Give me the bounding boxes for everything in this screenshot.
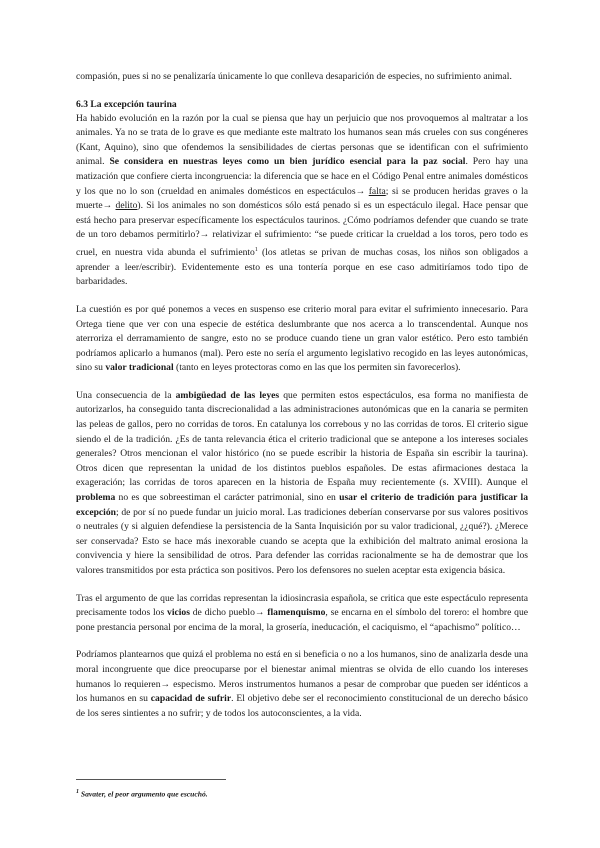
text: Podríamos plantearnos que quizá el problema no está en si beneficia o no a los humanos, sino de analizarla desde una moral incongruente que dice preocuparse por el bienestar animal mientras se olvida de ello cuando los intereses humanos lo requieren→ especismo. Meros instrumentos humanos a pesar de comprobar que pueden ser idénticos a los humanos en su <box>76 649 528 705</box>
footnote-marker: 1 <box>254 246 258 253</box>
footnote-divider <box>76 779 226 780</box>
text: Ha habido evolución en la razón por la cual se piensa que hay un perjuicio que nos provoquemos al maltratar a los animales. Ya no se trata de lo grave es que mediante este maltrato los humanos sean más crueles con sus congéneres (Kant, Aquino), sino que ofendemos la sensibilidades de ciertas personas que se identifican con el sufrimiento animal. <box>76 112 528 168</box>
bold-text: problema <box>76 492 116 504</box>
bold-text: Se considera en nuestras leyes como un bien jurídico esencial para la paz social <box>109 156 466 168</box>
bold-text: capacidad de sufrir <box>150 693 232 705</box>
text: ; de por sí no puede fundar un juicio moral. Las tradiciones deberían conservarse por sus valores positivos o neutrales (y si alguien defendiese la persistencia de la Santa Inquisición por su valor tradicional, ¿¿qué?). ¿Merece ser conservada? Esto se hace más inexorable cuando se acepta que la exhibición del maltrato animal erosiona la convivencia y hiere la sensibilidad de otros. Para defender las corridas racionalmente se ha de demostrar que los valores transmitidos por esta práctica son positivos. Pero los defensores no suelen aceptar esta exigencia básica. <box>76 506 528 576</box>
footnote-text: Savater, el peor argumento que escuchó. <box>79 789 208 799</box>
text: Una consecuencia de la <box>76 389 176 401</box>
section-heading: 6.3 La excepción taurina <box>76 98 177 110</box>
bold-text: usar el criterio de tradición para justificar la excepción <box>76 492 528 518</box>
underlined-text: falta <box>368 185 386 197</box>
paragraph-compasion <box>76 70 528 85</box>
text: , se encarna en el símbolo del torero: el hombre que pone prestancia personal por encima de la moral, la grosería, ineducación, el caciquismo, el “apachismo” político… <box>76 607 528 633</box>
text: . Pero hay una matización que confiere cierta incongruencia: la diferencia que se hace en el Código Penal entre animales domésticos y los que no lo son (crueldad en animales domésticos en espectáculos→ <box>76 156 528 197</box>
text: (los atletas se privan de muchas cosas, los niños son obligados a aprender a leer/escribir). Evidentemente esto es una tontería porque en ese caso admitiríamos todo tipo de barbaridades. <box>76 247 528 288</box>
footnote <box>76 787 208 800</box>
paragraph-cuestion <box>76 303 528 376</box>
text: ). Si los animales no son domésticos sólo está penado si es un espectáculo ilegal. Hace pensar que está hecho para preservar específicamente los espectáculos taurinos. ¿Cómo podríamos defender que cuando se trate de un toro debamos permitirlo?→ relativizar el sufrimiento: “se puede criticar la crueldad a los toros, pero todo es cruel, en nuestra vida abunda el sufrimiento <box>76 200 528 259</box>
text: compasión, pues si no se penalizaría únicamente lo que conlleva desaparición de especies, no sufrimiento animal. <box>76 71 512 82</box>
paragraph-especismo <box>76 648 528 721</box>
paragraph-evolucion <box>76 112 528 290</box>
bold-text: vicios <box>167 607 190 619</box>
text: ; si se producen heridas graves o la muerte→ <box>76 185 528 212</box>
bold-text: ambigüedad de las leyes <box>175 389 280 401</box>
paragraph-idiosincrasia <box>76 592 528 636</box>
text: que permiten estos espectáculos, esa forma no manifiesta de autorizarlos, ha conseguido tanta discrecionalidad a las administraciones autonómicas que en la canaria se permiten las peleas de gallos, pero no corridas de toros. En catalunya los correbous y no las corridas de toros. El criterio sigue siendo el de la tradición. ¿Es de tanta relevancia ética el criterio tradicional que se antepone a los intereses sociales generales? Otros mencionan el valor histórico (no se puede escribir la historia de España sin escribir la taurina). Otros dicen que representan la unidad de los distintos pueblos españoles. De estas afirmaciones destaca la exageración; las corridas de toros aparecen en la historia de España muy recientemente (s. XVIII). Aunque el <box>76 389 528 489</box>
text: La cuestión es por qué ponemos a veces en suspenso ese criterio moral para evitar el sufrimiento innecesario. Para Ortega tiene que ver con una especie de estética deslumbrante que nos acerca a lo transcendental. Aunque nos aterroriza el derramamiento de sangre, esto no se produce cuando tiene un gran valor estético. Pero esto también podríamos aplicarlo a humanos (mal). Pero este no sería el argumento legislativo recogido en las leyes autonómicas, sino su <box>76 303 528 374</box>
text: Tras el argumento de que las corridas representan la idiosincrasia española, se critica que este espectáculo representa precisamente todos los <box>76 592 528 619</box>
bold-text: valor tradicional <box>105 362 174 374</box>
document-body <box>76 70 528 734</box>
text: . El objetivo debe ser el reconocimiento constitucional de un derecho básico de los seres sintientes a no sufrir; y de todos los autoconscientes, a la vida. <box>76 693 528 719</box>
paragraph-ambiguedad <box>76 389 528 579</box>
underlined-text: delito <box>115 200 138 212</box>
text: (tanto en leyes protectoras como en las que los permiten sin favorecerlos). <box>173 362 461 374</box>
bold-text: flamenquismo <box>267 607 326 619</box>
text: de dicho pueblo→ <box>189 607 268 619</box>
footnote-number: 1 <box>76 789 79 795</box>
text: no es que sobreestiman el carácter patrimonial, sino en <box>115 492 340 504</box>
